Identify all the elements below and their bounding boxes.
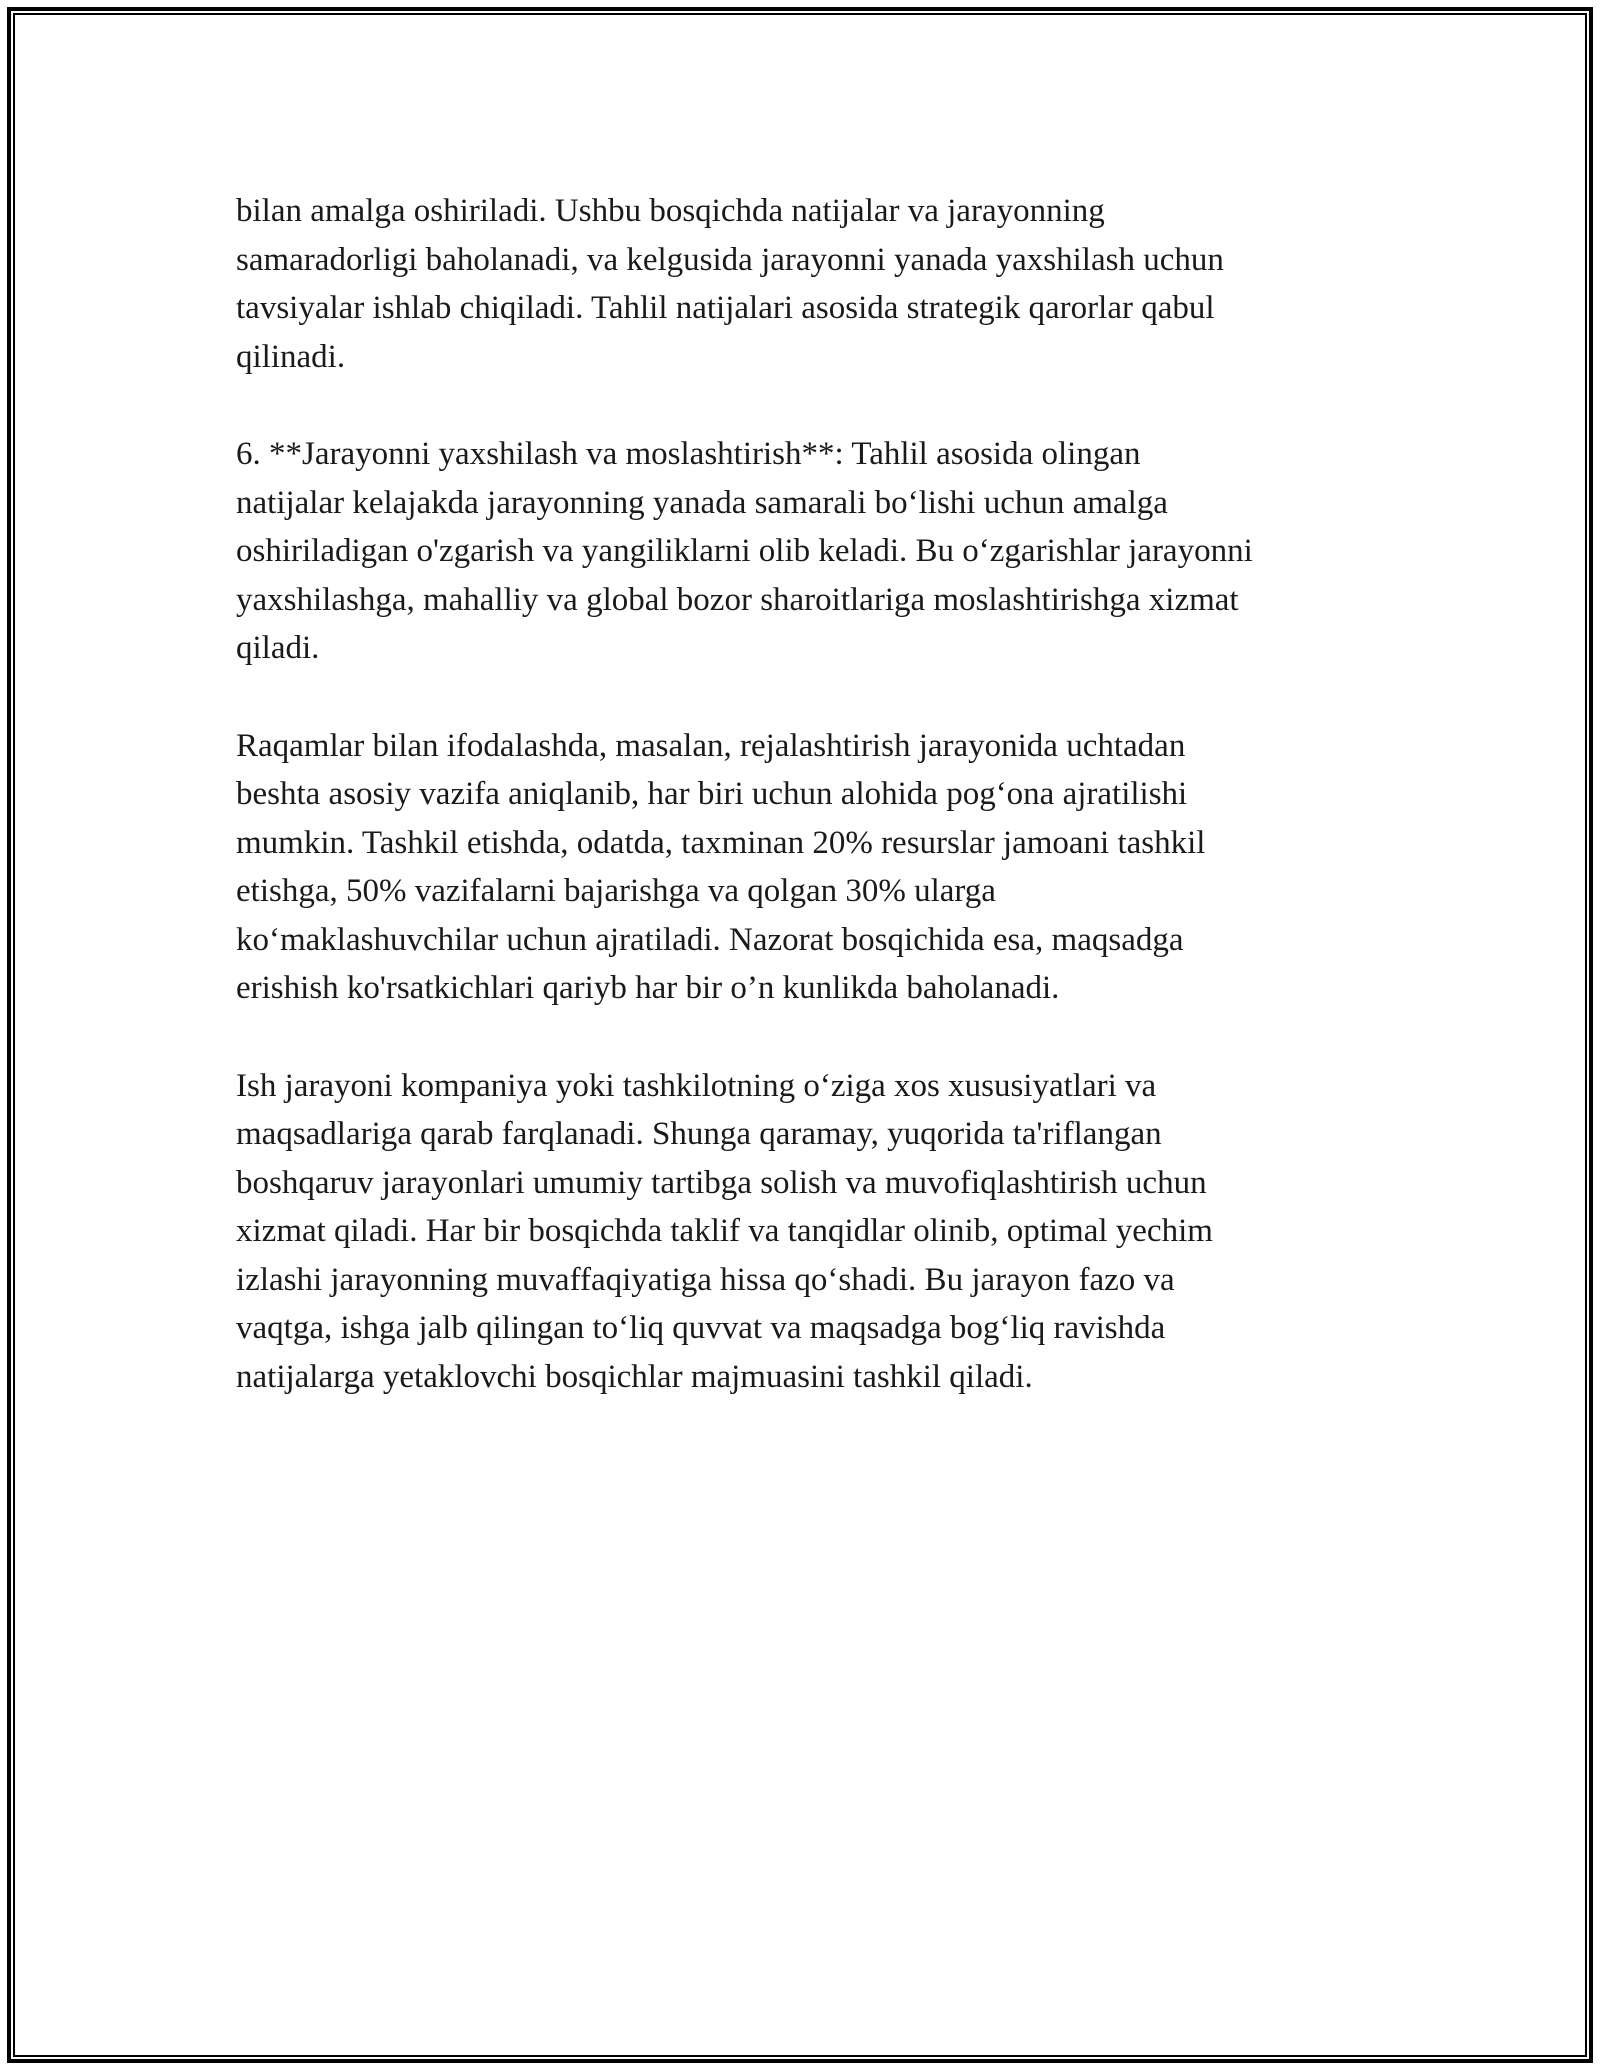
text-line: samaradorligi baholanadi, va kelgusida jarayonni yanada yaxshilash uchun — [236, 241, 1224, 278]
text-line: xizmat qiladi. Har bir bosqichda taklif va tanqidlar olinib, optimal yechim — [236, 1213, 1213, 1249]
text-line: beshta asosiy vazifa aniqlanib, har biri uchun alohida pogʻona ajratilishi — [236, 776, 1188, 812]
text-line: koʻmaklashuvchilar uchun ajratiladi. Nazorat bosqichida esa, maqsadga — [236, 921, 1184, 958]
text-line: natijalarga yetaklovchi bosqichlar majmuasini tashkil qiladi. — [236, 1358, 1033, 1395]
paragraph-numeric-expression — [236, 722, 1376, 1013]
paragraph-work-process — [236, 1062, 1376, 1402]
text-line: natijalar kelajakda jarayonning yanada samarali boʻlishi uchun amalga — [236, 484, 1168, 521]
text-line: Raqamlar bilan ifodalashda, masalan, rejalashtirish jarayonida uchtadan — [236, 727, 1186, 764]
text-line: tavsiyalar ishlab chiqiladi. Tahlil natijalari asosida strategik qarorlar qabul — [236, 290, 1215, 326]
text-line: qiladi. — [236, 630, 320, 666]
text-line: vaqtga, ishga jalb qilingan toʻliq quvvat va maqsadga bogʻliq ravishda — [236, 1310, 1166, 1346]
document-body — [236, 187, 1376, 1450]
text-line: bilan amalga oshiriladi. Ushbu bosqichda natijalar va jarayonning — [236, 193, 1105, 229]
text-line: erishish ko'rsatkichlari qariyb har bir o’n kunlikda baholanadi. — [236, 970, 1060, 1006]
paragraph-step-6-improvement — [236, 430, 1376, 673]
text-line: Ish jarayoni kompaniya yoki tashkilotning oʻziga xos xususiyatlari va — [236, 1067, 1157, 1104]
paragraph-analysis-results — [236, 187, 1376, 381]
text-line: yaxshilashga, mahalliy va global bozor sharoitlariga moslashtirishga xizmat — [236, 581, 1239, 618]
text-line: maqsadlariga qarab farqlanadi. Shunga qaramay, yuqorida ta'riflangan — [236, 1116, 1162, 1152]
text-line: oshiriladigan o'zgarish va yangiliklarni olib keladi. Bu oʻzgarishlar jarayonni — [236, 533, 1253, 569]
text-line: qilinadi. — [236, 338, 346, 375]
text-line: mumkin. Tashkil etishda, odatda, taxminan 20% resurslar jamoani tashkil — [236, 824, 1206, 861]
text-line: izlashi jarayonning muvaffaqiyatiga hissa qoʻshadi. Bu jarayon fazo va — [236, 1261, 1175, 1298]
text-line: boshqaruv jarayonlari umumiy tartibga solish va muvofiqlashtirish uchun — [236, 1164, 1207, 1201]
text-line: etishga, 50% vazifalarni bajarishga va qolgan 30% ularga — [236, 873, 996, 909]
text-line: 6. **Jarayonni yaxshilash va moslashtirish**: Tahlil asosida olingan — [236, 436, 1141, 472]
